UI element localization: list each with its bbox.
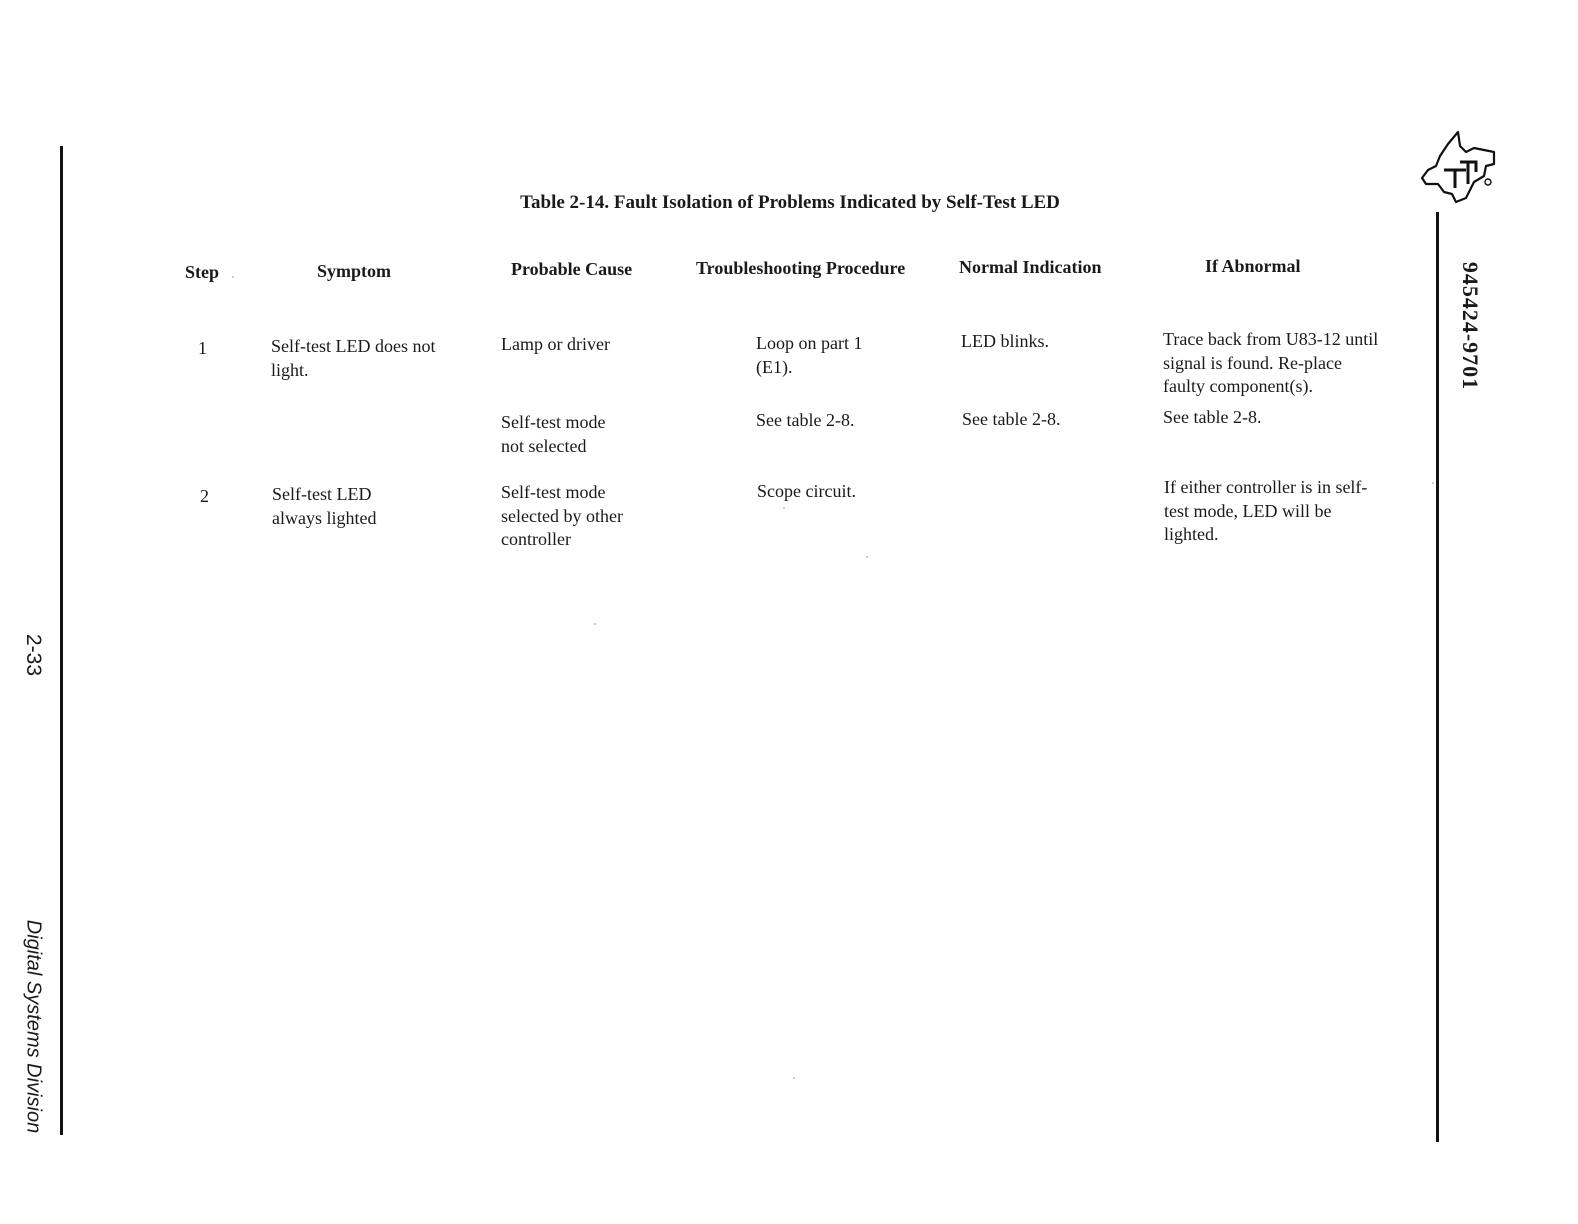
- row1b-procedure: See table 2-8.: [756, 410, 855, 430]
- row1-procedure: Loop on part 1 (E1).: [756, 333, 863, 377]
- scan-speck: [1432, 482, 1434, 484]
- table-title: Table 2-14. Fault Isolation of Problems Indicated by Self-Test LED: [520, 192, 1060, 213]
- header-probable-cause: Probable Cause: [511, 259, 633, 279]
- scan-speck: [594, 623, 596, 625]
- scan-speck: [783, 507, 785, 509]
- row1-step: 1: [198, 338, 207, 358]
- left-margin-rule: [60, 146, 63, 1135]
- row2-procedure: Scope circuit.: [757, 481, 856, 501]
- row1b-normal-indication: See table 2-8.: [962, 409, 1061, 429]
- row1b-if-abnormal: See table 2-8.: [1163, 407, 1262, 427]
- row2-if-abnormal: If either controller is in self-test mode, LED will be lighted.: [1164, 477, 1368, 544]
- header-troubleshooting-procedure: Troubleshooting Procedure: [696, 258, 906, 278]
- row1-normal-indication: LED blinks.: [961, 331, 1049, 351]
- header-if-abnormal: If Abnormal: [1205, 256, 1301, 276]
- row2-symptom: Self-test LED always lighted: [272, 484, 377, 528]
- document-number: 945424-9701: [1458, 261, 1483, 391]
- header-normal-indication: Normal Indication: [959, 257, 1102, 277]
- scan-speck: [866, 556, 868, 558]
- right-margin-rule: [1436, 212, 1439, 1142]
- row1-symptom: Self-test LED does not light.: [271, 336, 436, 380]
- row2-step: 2: [200, 486, 209, 506]
- texas-instruments-logo-icon: [1414, 126, 1500, 208]
- header-symptom: Symptom: [317, 261, 392, 281]
- row1-if-abnormal: Trace back from U83-12 until signal is found. Re-place faulty component(s).: [1163, 329, 1379, 396]
- row1-probable-cause: Lamp or driver: [501, 334, 610, 354]
- row2-probable-cause: Self-test mode selected by other controller: [501, 482, 623, 549]
- scan-speck: [232, 276, 234, 278]
- header-step: Step: [185, 262, 220, 282]
- division-name: Digital Systems Division: [22, 919, 45, 1134]
- scan-speck: [793, 1077, 795, 1079]
- row1b-probable-cause: Self-test mode not selected: [501, 412, 606, 456]
- page-number: 2-33: [22, 634, 45, 677]
